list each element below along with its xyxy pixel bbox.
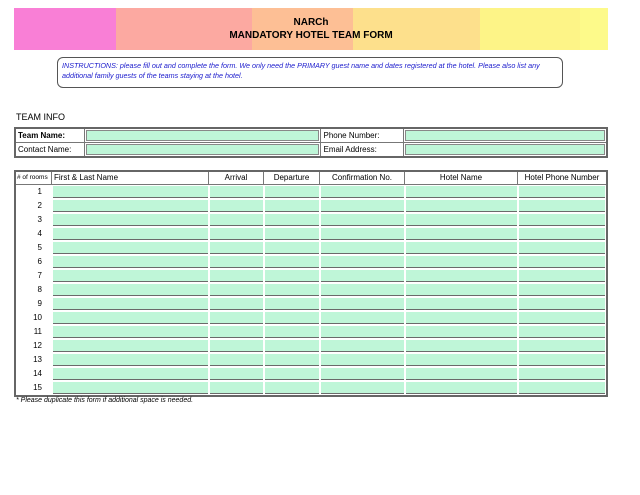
- table-row: [16, 269, 606, 283]
- departure-input[interactable]: [265, 284, 319, 296]
- name-input[interactable]: [53, 326, 208, 338]
- name-input[interactable]: [53, 340, 208, 352]
- departure-cell: [264, 283, 320, 297]
- room-number: 9: [37, 299, 42, 308]
- arrival-input[interactable]: [210, 256, 263, 268]
- team-info-row: [16, 129, 606, 143]
- table-row: [16, 381, 606, 395]
- departure-cell: [264, 185, 320, 199]
- departure-input[interactable]: [265, 186, 319, 198]
- arrival-cell: [209, 227, 264, 241]
- departure-input[interactable]: [265, 256, 319, 268]
- arrival-input[interactable]: [210, 228, 263, 240]
- room-number: 14: [33, 369, 42, 378]
- column-header-arrival: Arrival: [209, 172, 264, 184]
- arrival-cell: [209, 367, 264, 381]
- column-header-hotel-phone: Hotel Phone Number: [524, 173, 600, 182]
- name-cell: [52, 185, 209, 199]
- table-row: [16, 367, 606, 381]
- name-cell: [52, 283, 209, 297]
- departure-cell: [264, 269, 320, 283]
- room-number: 7: [37, 271, 42, 280]
- room-number: 1: [37, 187, 42, 196]
- departure-cell: [264, 353, 320, 367]
- room-number: 8: [37, 285, 42, 294]
- confirmation-cell: [320, 213, 405, 227]
- name-input[interactable]: [53, 382, 208, 394]
- hotel-phone-cell: [518, 283, 606, 297]
- table-row: [16, 227, 606, 241]
- email-address-field[interactable]: [405, 144, 605, 155]
- room-number: 4: [37, 229, 42, 238]
- hotel-phone-input[interactable]: [519, 326, 605, 338]
- departure-input[interactable]: [265, 270, 319, 282]
- confirmation-input[interactable]: [321, 228, 404, 240]
- confirmation-input[interactable]: [321, 326, 404, 338]
- departure-cell: [264, 213, 320, 227]
- hotel-name-cell: [405, 325, 518, 339]
- instructions-box: INSTRUCTIONS: please fill out and complete the form. We only need the PRIMARY guest name and dates registered at the hotel. Please also list any additional family guests of the teams staying at the hotel.: [57, 57, 563, 88]
- hotel-phone-cell: [518, 325, 606, 339]
- confirmation-cell: [320, 381, 405, 395]
- arrival-cell: [209, 185, 264, 199]
- hotel-phone-cell: [518, 353, 606, 367]
- contact-name-field[interactable]: [86, 144, 320, 155]
- hotel-phone-input[interactable]: [519, 186, 605, 198]
- email-address-label: Email Address:: [320, 143, 404, 156]
- departure-input[interactable]: [265, 228, 319, 240]
- arrival-cell: [209, 283, 264, 297]
- departure-input[interactable]: [265, 298, 319, 310]
- departure-cell: [264, 367, 320, 381]
- table-row: [16, 311, 606, 325]
- arrival-input[interactable]: [210, 270, 263, 282]
- confirmation-input[interactable]: [321, 186, 404, 198]
- arrival-input[interactable]: [210, 368, 263, 380]
- table-row: [16, 339, 606, 353]
- departure-cell: [264, 325, 320, 339]
- confirmation-input[interactable]: [321, 242, 404, 254]
- confirmation-input[interactable]: [321, 284, 404, 296]
- confirmation-input[interactable]: [321, 270, 404, 282]
- table-row: [16, 185, 606, 199]
- hotel-name-input[interactable]: [406, 284, 517, 296]
- column-header-name: First & Last Name: [52, 172, 209, 184]
- hotel-name-input[interactable]: [406, 186, 517, 198]
- footer-note: * Please duplicate this form if additional space is needed.: [16, 397, 194, 404]
- arrival-input[interactable]: [210, 326, 263, 338]
- hotel-name-input[interactable]: [406, 340, 517, 352]
- hotel-phone-cell: [518, 255, 606, 269]
- table-row: [16, 199, 606, 213]
- name-cell: [52, 227, 209, 241]
- confirmation-input[interactable]: [321, 340, 404, 352]
- hotel-phone-cell: [518, 199, 606, 213]
- hotel-phone-input[interactable]: [519, 368, 605, 380]
- hotel-phone-cell: [518, 241, 606, 255]
- arrival-input[interactable]: [210, 214, 263, 226]
- departure-cell: [264, 255, 320, 269]
- arrival-input[interactable]: [210, 382, 263, 394]
- hotel-phone-input[interactable]: [519, 242, 605, 254]
- arrival-input[interactable]: [210, 354, 263, 366]
- name-input[interactable]: [53, 228, 208, 240]
- arrival-cell: [209, 325, 264, 339]
- arrival-cell: [209, 199, 264, 213]
- hotel-phone-cell: [518, 227, 606, 241]
- departure-cell: [264, 227, 320, 241]
- departure-input[interactable]: [265, 354, 319, 366]
- room-number: 15: [33, 383, 42, 392]
- hotel-name-cell: [405, 255, 518, 269]
- departure-input[interactable]: [265, 242, 319, 254]
- confirmation-cell: [320, 269, 405, 283]
- room-number: 2: [37, 201, 42, 210]
- departure-cell: [264, 199, 320, 213]
- arrival-cell: [209, 311, 264, 325]
- hotel-phone-input[interactable]: [519, 228, 605, 240]
- departure-cell: [264, 381, 320, 395]
- name-input[interactable]: [53, 214, 208, 226]
- confirmation-input[interactable]: [321, 200, 404, 212]
- column-header-rooms: # of rooms: [16, 172, 52, 184]
- form-title: MANDATORY HOTEL TEAM FORM: [229, 30, 393, 41]
- confirmation-input[interactable]: [321, 214, 404, 226]
- name-input[interactable]: [53, 200, 208, 212]
- hotel-phone-cell: [518, 339, 606, 353]
- column-header-confirmation: Confirmation No.: [320, 172, 405, 184]
- arrival-cell: [209, 269, 264, 283]
- departure-input[interactable]: [265, 200, 319, 212]
- hotel-name-input[interactable]: [406, 256, 517, 268]
- hotel-name-input[interactable]: [406, 228, 517, 240]
- hotel-phone-cell: [518, 367, 606, 381]
- table-row: [16, 325, 606, 339]
- hotel-name-input[interactable]: [406, 270, 517, 282]
- name-input[interactable]: [53, 270, 208, 282]
- name-cell: [52, 353, 209, 367]
- departure-cell: [264, 241, 320, 255]
- room-number: 10: [33, 313, 42, 322]
- phone-number-label: Phone Number:: [320, 129, 404, 142]
- hotel-name-input[interactable]: [406, 242, 517, 254]
- confirmation-cell: [320, 353, 405, 367]
- table-row: [16, 283, 606, 297]
- name-input[interactable]: [53, 312, 208, 324]
- hotel-name-cell: [405, 241, 518, 255]
- confirmation-cell: [320, 311, 405, 325]
- hotel-phone-input[interactable]: [519, 340, 605, 352]
- room-number: 5: [37, 243, 42, 252]
- hotel-name-cell: [405, 381, 518, 395]
- name-cell: [52, 255, 209, 269]
- hotel-name-input[interactable]: [406, 200, 517, 212]
- arrival-input[interactable]: [210, 186, 263, 198]
- column-header-departure: Departure: [264, 172, 320, 184]
- contact-name-label: Contact Name:: [16, 143, 85, 156]
- name-cell: [52, 325, 209, 339]
- name-input[interactable]: [53, 298, 208, 310]
- name-cell: [52, 297, 209, 311]
- hotel-name-cell: [405, 283, 518, 297]
- hotel-name-cell: [405, 297, 518, 311]
- arrival-input[interactable]: [210, 284, 263, 296]
- confirmation-cell: [320, 283, 405, 297]
- hotel-phone-input[interactable]: [519, 298, 605, 310]
- hotel-name-cell: [405, 367, 518, 381]
- hotel-name-input[interactable]: [406, 354, 517, 366]
- hotel-name-cell: [405, 213, 518, 227]
- confirmation-input[interactable]: [321, 354, 404, 366]
- departure-input[interactable]: [265, 312, 319, 324]
- confirmation-input[interactable]: [321, 368, 404, 380]
- name-input[interactable]: [53, 368, 208, 380]
- hotel-name-input[interactable]: [406, 298, 517, 310]
- hotel-phone-input[interactable]: [519, 312, 605, 324]
- form-header: [14, 8, 608, 50]
- table-row: [16, 213, 606, 227]
- hotel-phone-input[interactable]: [519, 270, 605, 282]
- hotel-name-cell: [405, 311, 518, 325]
- departure-input[interactable]: [265, 368, 319, 380]
- name-cell: [52, 339, 209, 353]
- departure-cell: [264, 339, 320, 353]
- hotel-phone-input[interactable]: [519, 256, 605, 268]
- hotel-name-input[interactable]: [406, 326, 517, 338]
- name-cell: [52, 367, 209, 381]
- hotel-name-input[interactable]: [406, 214, 517, 226]
- hotel-name-input[interactable]: [406, 368, 517, 380]
- confirmation-cell: [320, 241, 405, 255]
- team-info-heading: TEAM INFO: [16, 112, 65, 122]
- phone-number-field[interactable]: [405, 130, 605, 141]
- hotel-phone-input[interactable]: [519, 284, 605, 296]
- departure-input[interactable]: [265, 340, 319, 352]
- departure-input[interactable]: [265, 326, 319, 338]
- name-input[interactable]: [53, 354, 208, 366]
- name-cell: [52, 241, 209, 255]
- arrival-input[interactable]: [210, 298, 263, 310]
- hotel-table-body: [16, 185, 606, 395]
- departure-input[interactable]: [265, 382, 319, 394]
- confirmation-input[interactable]: [321, 256, 404, 268]
- room-number: 6: [37, 257, 42, 266]
- name-input[interactable]: [53, 284, 208, 296]
- hotel-phone-cell: [518, 185, 606, 199]
- hotel-phone-input[interactable]: [519, 354, 605, 366]
- arrival-cell: [209, 353, 264, 367]
- hotel-name-cell: [405, 269, 518, 283]
- confirmation-cell: [320, 199, 405, 213]
- hotel-name-input[interactable]: [406, 312, 517, 324]
- name-cell: [52, 311, 209, 325]
- team-name-label: Team Name:: [16, 129, 85, 142]
- room-number: 11: [33, 327, 42, 336]
- table-row: [16, 353, 606, 367]
- hotel-phone-input[interactable]: [519, 214, 605, 226]
- column-header-hotel-name: Hotel Name: [405, 172, 518, 184]
- name-input[interactable]: [53, 256, 208, 268]
- hotel-phone-cell: [518, 311, 606, 325]
- hotel-phone-cell: [518, 213, 606, 227]
- name-cell: [52, 213, 209, 227]
- departure-input[interactable]: [265, 214, 319, 226]
- arrival-input[interactable]: [210, 242, 263, 254]
- confirmation-input[interactable]: [321, 382, 404, 394]
- table-row: [16, 255, 606, 269]
- table-row: [16, 297, 606, 311]
- arrival-cell: [209, 213, 264, 227]
- team-info-table: [14, 127, 608, 158]
- hotel-name-cell: [405, 199, 518, 213]
- arrival-cell: [209, 339, 264, 353]
- hotel-name-cell: [405, 227, 518, 241]
- departure-cell: [264, 297, 320, 311]
- name-input[interactable]: [53, 242, 208, 254]
- arrival-cell: [209, 297, 264, 311]
- hotel-phone-cell: [518, 269, 606, 283]
- hotel-phone-cell: [518, 297, 606, 311]
- confirmation-input[interactable]: [321, 298, 404, 310]
- arrival-input[interactable]: [210, 312, 263, 324]
- room-number: 12: [33, 341, 42, 350]
- confirmation-cell: [320, 185, 405, 199]
- arrival-input[interactable]: [210, 340, 263, 352]
- room-number: 3: [37, 215, 42, 224]
- name-cell: [52, 269, 209, 283]
- hotel-phone-input[interactable]: [519, 200, 605, 212]
- org-name: NARCh: [293, 17, 329, 28]
- name-cell: [52, 199, 209, 213]
- hotel-phone-cell: [518, 381, 606, 395]
- hotel-phone-input[interactable]: [519, 382, 605, 394]
- arrival-cell: [209, 381, 264, 395]
- confirmation-cell: [320, 297, 405, 311]
- hotel-name-cell: [405, 353, 518, 367]
- confirmation-cell: [320, 227, 405, 241]
- hotel-name-cell: [405, 185, 518, 199]
- hotel-table: [14, 170, 608, 397]
- table-row: [16, 241, 606, 255]
- departure-cell: [264, 311, 320, 325]
- arrival-input[interactable]: [210, 200, 263, 212]
- arrival-cell: [209, 255, 264, 269]
- hotel-table-header: [16, 172, 606, 185]
- name-cell: [52, 381, 209, 395]
- team-info-row: [16, 143, 606, 156]
- confirmation-cell: [320, 325, 405, 339]
- confirmation-cell: [320, 255, 405, 269]
- confirmation-input[interactable]: [321, 312, 404, 324]
- name-input[interactable]: [53, 186, 208, 198]
- hotel-name-input[interactable]: [406, 382, 517, 394]
- hotel-name-cell: [405, 339, 518, 353]
- team-name-field[interactable]: [86, 130, 320, 141]
- arrival-cell: [209, 241, 264, 255]
- room-number: 13: [33, 355, 42, 364]
- confirmation-cell: [320, 339, 405, 353]
- confirmation-cell: [320, 367, 405, 381]
